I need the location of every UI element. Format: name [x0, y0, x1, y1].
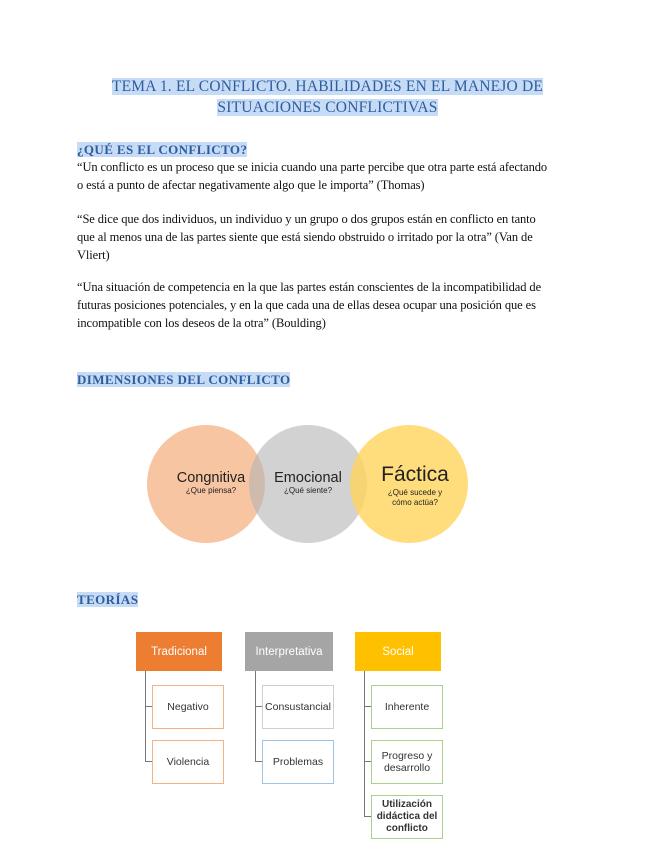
- section-heading-dimensions: DIMENSIONES DEL CONFLICTO: [77, 372, 291, 387]
- quote-boulding: “Una situación de competencia en la que las partes están conscientes de la incompatibilidad de futuras posiciones potenciales, y en la que cada una de ellas desea ocupar una posición que es incompatible con los deseos de la otra” (Boulding): [77, 280, 542, 330]
- section-heading-theories: TEORÍAS: [77, 592, 139, 607]
- section-heading-what-is-conflict: ¿QUÉ ES EL CONFLICTO?: [77, 142, 248, 157]
- theory-social: Social: [355, 632, 441, 671]
- dimensions-venn-diagram: [132, 418, 480, 552]
- theory-item-violence: Violencia: [152, 740, 224, 784]
- emotional-label: Emocional ¿Qué siente?: [274, 470, 342, 495]
- cognitive-label: Congnitiva ¿Que piensa?: [176, 470, 246, 495]
- title-line-1: TEMA 1. EL CONFLICTO. HABILIDADES EN EL MANEJO DE: [111, 78, 544, 95]
- theory-item-inherent: Inherente: [371, 685, 443, 729]
- theory-item-didactic-use: Utilización didáctica del conflicto: [371, 795, 443, 839]
- theory-item-negative: Negativo: [152, 685, 224, 729]
- theory-item-progress: Progreso y desarrollo: [371, 740, 443, 784]
- theory-interpretative: Interpretativa: [245, 632, 333, 671]
- title-line-2: SITUACIONES CONFLICTIVAS: [217, 99, 438, 116]
- quote-thomas: “Un conflicto es un proceso que se inicia cuando una parte percibe que otra parte está afectando o está a punto de afectar negativamente algo que le importa” (Thomas): [77, 160, 548, 192]
- theory-item-problems: Problemas: [262, 740, 334, 784]
- quote-van-de-vliert: “Se dice que dos individuos, un individuo y un grupo o dos grupos están en conflicto en tanto que al menos una de las partes siente que está siendo obstruido o irritado por la otra” (Van de Vliert): [77, 212, 536, 262]
- theory-item-consubstantial: Consustancial: [262, 685, 334, 729]
- factual-label: Fáctica ¿Qué sucede y cómo actúa?: [381, 463, 449, 507]
- theory-traditional: Tradicional: [136, 632, 222, 671]
- document-title: [60, 76, 595, 118]
